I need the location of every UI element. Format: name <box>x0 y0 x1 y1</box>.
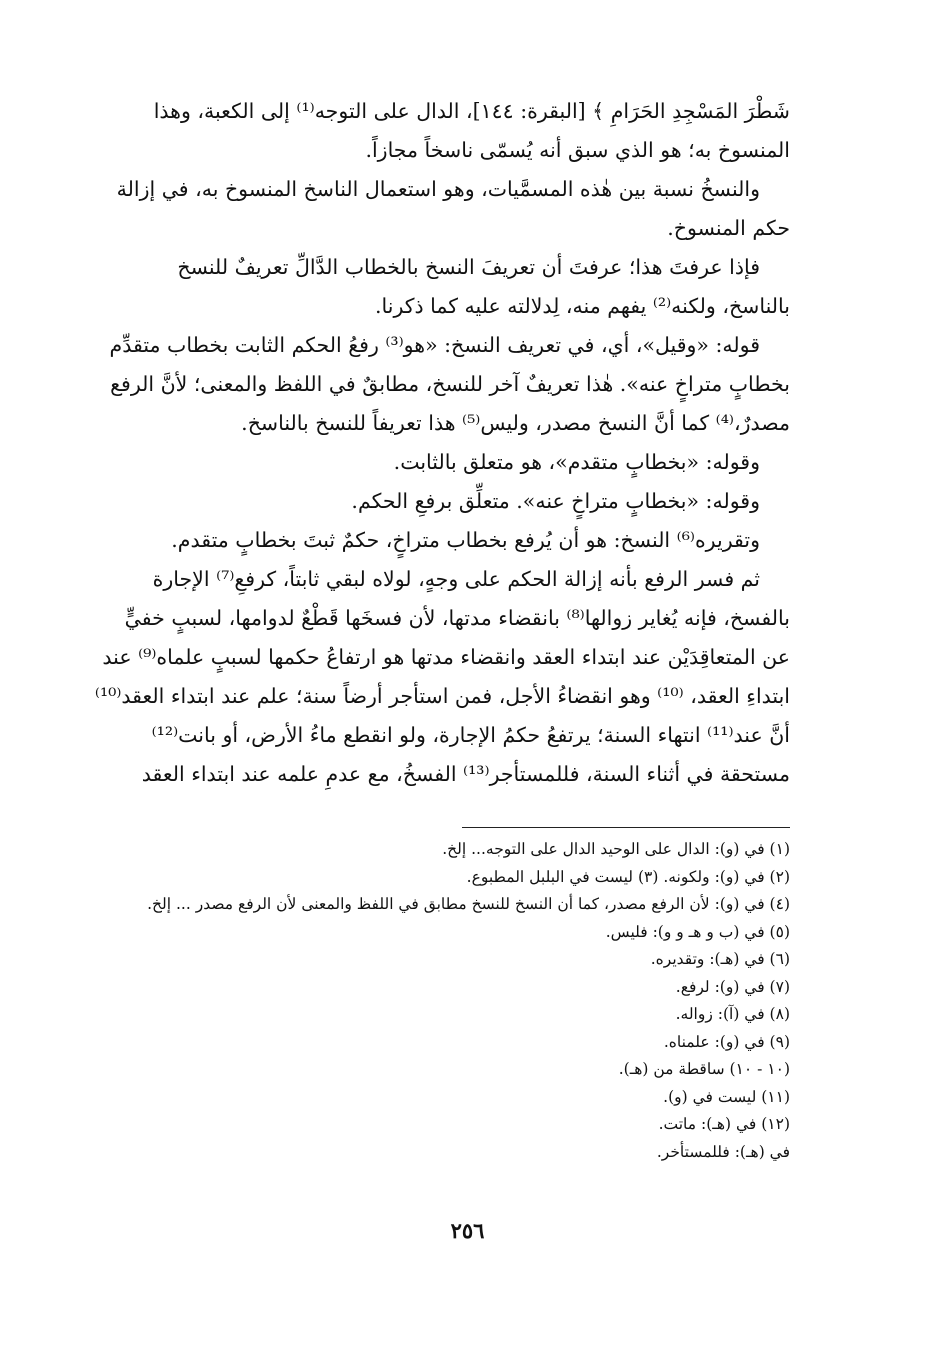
footnote: (٥) في (ب و هـ و و): فليس. <box>605 922 790 941</box>
footnote: (٢) في (و): ولكونه. (٣) ليست في البلبل المطبوع. <box>466 867 790 886</box>
text-line: عن المتعاقِدَيْن عند ابتداء العقد وانقضاء مدتها هو ارتفاعُ حكمها لسببٍ علماه⁽⁹⁾ عند <box>102 645 790 669</box>
text-line: بالفسخ، فإنه يُغاير زوالها⁽⁸⁾ بانقضاء مدتها، لأن فسخَها قَطْعٌ لدوامها، لسببٍ خفيٍّ <box>124 606 790 630</box>
footnotes <box>78 836 790 1166</box>
text-line: قوله: «وقيل»، أي، في تعريف النسخ: «هو⁽³⁾ رفعُ الحكم الثابت بخطاب متقدِّم <box>109 333 760 357</box>
footnote: (١٢) في (هـ): ماتت. <box>658 1115 790 1133</box>
text-line: ثم فسر الرفع بأنه إزالة الحكم على وجهٍ، لولاه لبقي ثابتاً، كرفعِ⁽⁷⁾ الإجارة <box>152 567 760 591</box>
text-line: فإذا عرفتَ هذا؛ عرفتَ أن تعريفَ النسخ بالخطاب الدَّالِّ تعريفٌ للنسخ <box>177 255 760 279</box>
footnote: (١) في (و): الدال على الوحيد الدال على التوجه... إلخ. <box>442 840 790 858</box>
text-line: ابتداءِ العقد، ⁽¹⁰⁾ وهو انقضاءُ الأجل، فمن استأجر أرضاً سنة؛ علم عند ابتداء العقد⁽¹⁰⁾ <box>94 684 790 708</box>
footnote: (٨) في (آ): زواله. <box>675 1005 790 1023</box>
footnote: في (هـ): فللمستأخر. <box>656 1142 790 1161</box>
text-line: وقوله: «بخطابٍ متقدم»، هو متعلق بالثابت. <box>393 450 760 474</box>
footnote: (٦) في (هـ): وتقديره. <box>650 950 790 968</box>
footnote: (٩) في (و): علمناه. <box>663 1032 790 1051</box>
footnote: (٧) في (و): لرفع. <box>675 977 790 996</box>
text-line: بالناسخ، ولكنه⁽²⁾ يفهم منه، لِدلالته عليه كما ذكرنا. <box>375 294 790 318</box>
main-text <box>78 92 790 794</box>
text-line: بخطابٍ متراخٍ عنه». هٰذا تعريفٌ آخر للنسخ، مطابقٌ في اللفظ والمعنى؛ لأنَّ الرفع <box>110 372 790 396</box>
text-line: حكم المنسوخ. <box>667 216 790 240</box>
text-line: شَطْرَ المَسْجِدِ الحَرَامِ ﴾ [البقرة: ١٤٤]، الدال على التوجه⁽¹⁾ إلى الكعبة، وهذا <box>153 99 790 123</box>
text-line: أنَّ عند⁽¹¹⁾ انتهاء السنة؛ يرتفعُ حكمُ الإجارة، ولو انقطع ماءُ الأرض، أو بانت⁽¹²⁾ <box>151 723 790 747</box>
footnote: (٤) في (و): لأن الرفع مصدر، كما أن النسخ للنسخ مطابق في اللفظ والمعنى لأن الرفع مصدر ... إلخ. <box>147 895 790 913</box>
text-line: مستحقة في أثناء السنة، فللمستأجر⁽¹³⁾ الفسخُ، مع عدمِ علمه عند ابتداء العقد <box>141 762 790 786</box>
text-line: مصدرٌ،⁽⁴⁾ كما أنَّ النسخ مصدر، وليس⁽⁵⁾ هذا تعريفاً للنسخ بالناسخ. <box>241 411 790 435</box>
text-line: وتقريره⁽⁶⁾ النسخ: هو أن يُرفع بخطاب متراخٍ، حكمٌ ثبتَ بخطابٍ متقدم. <box>171 528 760 552</box>
footnote: (١٠ - ١٠) ساقطة من (هـ). <box>618 1060 790 1078</box>
footnote: (١١) ليست في (و). <box>663 1087 790 1106</box>
text-line: والنسخُ نسبة بين هٰذه المسمَّيات، وهو استعمال الناسخ المنسوخ به، في إزالة <box>116 177 760 201</box>
footnote-divider <box>462 827 790 828</box>
text-line: وقوله: «بخطابٍ متراخٍ عنه». متعلِّق برفعِ الحكم. <box>351 489 760 513</box>
text-line: المنسوخ به؛ هو الذي سبق أنه يُسمّى ناسخاً مجازاً. <box>365 138 790 162</box>
page-number: ٢٥٦ <box>450 1218 485 1243</box>
